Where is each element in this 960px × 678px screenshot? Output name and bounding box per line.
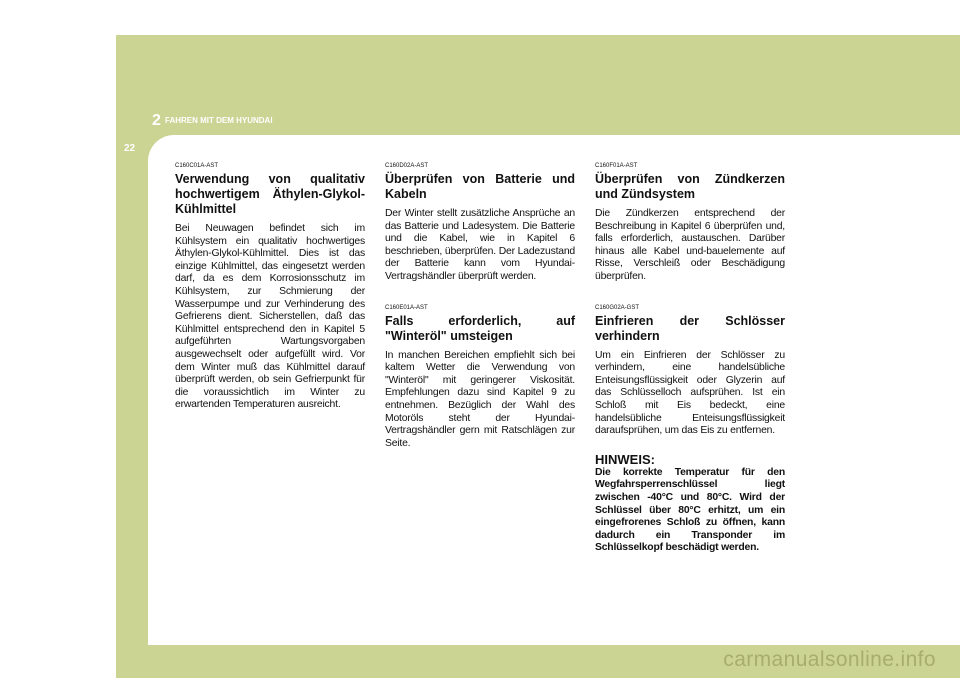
section-code: C160C01A-AST [175,163,219,169]
note-text: Die korrekte Temperatur für den Wegfahrsperrenschlüssel liegt zwischen -40°C und 80°C. Wird der Schlüssel über 80°C erhitzt, um ein eingefrorenes Schloß zu öffnen, kann dadurch ein Transponder im Schlüsselkopf beschädigt werden. [595,466,785,554]
section-code: C160F01A-AST [595,163,638,169]
section-body: Der Winter stellt zusätzliche Ansprüche an das Batterie und Ladesystem. Die Batterie und die Kabel, wie in Kapitel 6 beschrieben, überprüfen. Der Ladezustand der Batterie kann vom Hyundai-Vertragshändler überprüft werden. [385,208,575,282]
section-battery [385,162,575,284]
page-number: 22 [124,143,136,154]
column-2 [385,162,575,470]
section-heading: Verwendung von qualitativ hochwertigem Äthylen-Glykol-Kühlmittel [175,172,365,216]
section-heading: Überprüfen von Zündkerzen und Zündsystem [595,172,785,201]
note-title: HINWEIS: [595,451,655,467]
section-spark-plugs [595,162,785,284]
watermark-text: carmanualsonline.info [723,648,936,671]
section-body: Bei Neuwagen befindet sich im Kühlsystem ein qualitativ hochwertiges Äthylen-Glykol-Kühlmittel. Dies ist das einzige Kühlmittel, das eingesetzt werden darf, da es dem Korrosionsschutz im Kühlsystem, zur Schmierung der Wasserpumpe und zur Verhinderung des Gefrierens dient. Sicherstellen, daß das Kühlmittel entsprechend den in Kapitel 5 aufgeführten Wartungsvorgaben ausgewechselt oder aufgefüllt wird. Vor dem Winter muß das Kühlmittel darauf überprüft werden, ob sein Gefrierpunkt für die voraussichtlich im Winter zu erwartenden Temperaturen ausreicht. [175,223,365,411]
section-body: Die Zündkerzen entsprechend der Beschreibung in Kapitel 6 überprüfen und, falls erforderlich, austauschen. Darüber hinaus alle Kabel und-bauelemente auf Risse, Verschleiß oder Beschädigung überprüfen. [595,208,785,282]
section-winter-oil [385,304,575,451]
section-coolant [175,162,365,412]
column-1 [175,162,365,432]
section-body: In manchen Bereichen empfiehlt sich bei kaltem Wetter die Verwendung von "Winteröl" mit geringerer Viskosität. Empfehlungen dazu sind Kapitel 9 zu entnehmen. Bezüglich der Wahl des Motoröls steht der Hyundai-Vertragshändler gern mit Ratschlägen zur Seite. [385,349,575,449]
chapter-title: FAHREN MIT DEM HYUNDAI [165,116,273,125]
section-code: C160D02A-AST [385,163,429,169]
section-frozen-locks [595,304,785,438]
section-heading: Falls erforderlich, auf "Winteröl" umsteigen [385,313,575,343]
column-3 [595,162,785,555]
section-heading: Überprüfen von Batterie und Kabeln [385,172,575,201]
section-heading: Einfrieren der Schlösser verhindern [595,313,785,343]
section-body: Um ein Einfrieren der Schlösser zu verhindern, eine handelsübliche Enteisungsflüssigkeit oder Glyzerin auf das Schlüsselloch aufsprühen. Ist ein Schloß mit Eis bedeckt, eine handelsübliche Enteisungsflüssigkeit daraufsprühen, um das Eis zu entfernen. [595,349,785,437]
section-code: C160E01A-AST [385,304,428,311]
section-code: C160G02A-GST [595,304,640,311]
chapter-number: 2 [152,112,161,129]
